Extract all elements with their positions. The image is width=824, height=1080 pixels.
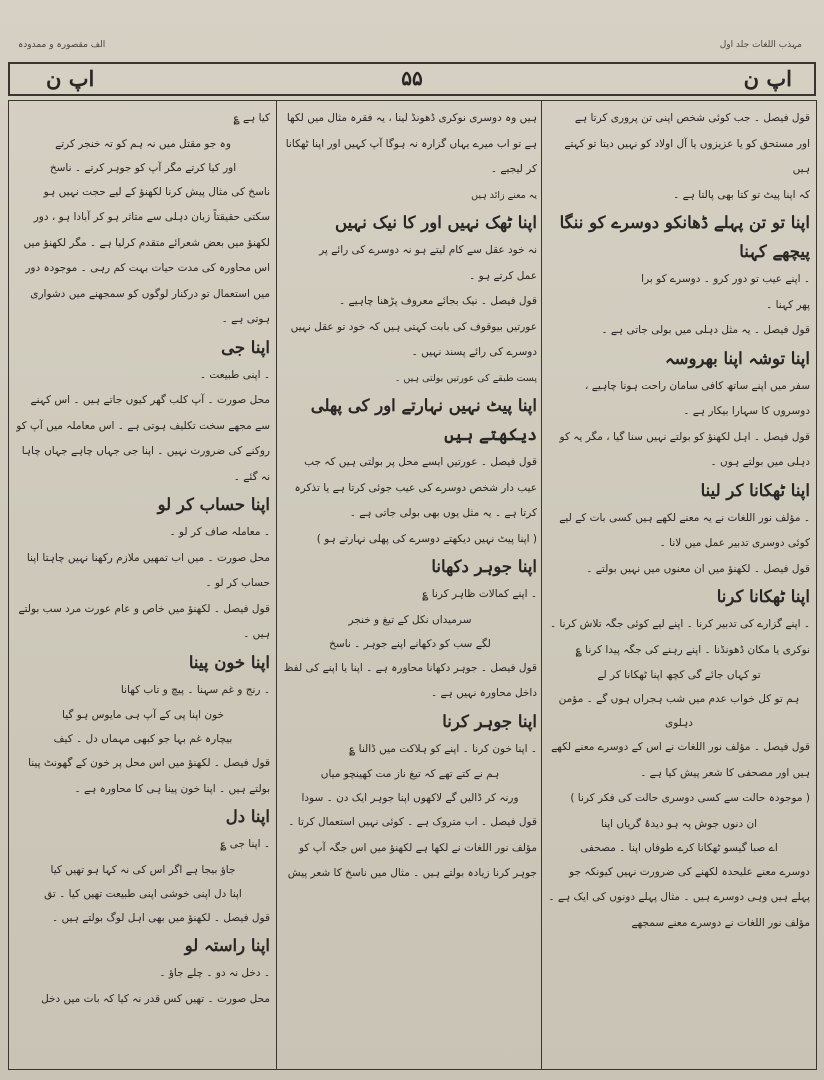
paragraph: ۔ اپنی طبیعت ۔ [199, 368, 270, 381]
header-left-word: اپ ن [46, 66, 95, 91]
header-right-word: اپ ن [743, 66, 792, 91]
headword: اپنا خون پینا [188, 652, 270, 672]
verse-line: اپنا دل اپنی خوشی اپنی طبیعت تھیں کیا ۔ تق [44, 887, 242, 900]
verse-line: تو کہاں جائے گی کچھ اپنا ٹھکانا کر لے [597, 669, 761, 681]
verse-line: جاؤ بیجا ہے اگر اس کی نہ کہا ہو تھیں کیا [50, 863, 236, 876]
note-line: پست طبقے کی عورتیں بولتی ہیں ۔ [394, 372, 537, 384]
paragraph: قول فیصل ۔ اہل لکھنؤ کو بولتے نہیں سنا گیا ، مگر یہ کو دہلی میں بولتے ہوں ۔ [559, 430, 810, 468]
paragraph: قول فیصل ۔ یہ مثل دہلی میں بولی جاتی ہے ۔ [601, 324, 810, 336]
paragraph: نہ خود عقل سے کام لیتے ہو نہ دوسرے کی رائے پر [319, 244, 537, 256]
paragraph: ( موجودہ حالت سے کسی دوسری حالت کی فکر کرنا ) [570, 792, 810, 804]
headword: اپنا جوہر کرنا [442, 711, 537, 731]
paragraph: قول فیصل ۔ اب متروک ہے ۔ کوئی نہیں استعمال کرتا ۔ مؤلف نور اللغات نے لکھا ہے لکھنؤ میں اس جگہ آپ کو جوہر کرنا زیادہ بولتے ہیں ۔ مثال میں ناسخ کا شعر پیش [287, 816, 537, 879]
paragraph: ۔ معاملہ صاف کر لو ۔ [169, 526, 270, 538]
paragraph: ( اپنا پیٹ نہیں دیکھتے دوسرے کی پھلی نہارتے ہو ) [316, 532, 537, 545]
verse-line: اور کیا کرتے مگر آپ کو جوہر کرتے ۔ ناسخ [49, 161, 237, 174]
verse-line: خون اپنا پی کے آپ ہی مایوس ہو گیا [62, 709, 224, 721]
headword: اپنا ٹھکانا کرنا [716, 587, 810, 606]
verse-line: سرمیداں نکل کے تیغ و خنجر [348, 613, 472, 626]
paragraph: ۔ اپنے عیب تو دور کرو ۔ دوسرے کو برا [641, 273, 810, 285]
paragraph: ۔ مؤلف نور اللغات نے یہ معنے لکھے ہیں کسی بات کے لیے کوئی دوسری تدبیر عمل میں لانا ۔ [559, 511, 810, 549]
paragraph: محل صورت ۔ آپ کلب گھر کیوں جاتے ہیں ۔ اس کہنے سے مجھے سخت تکلیف ہوتی ہے ۔ اس معاملہ میں آپ کو روکنے کی ضرورت نہیں ۔ اپنا جی جہاں چاہے جہاں چاہا نہ گئے ۔ [16, 394, 270, 483]
paragraph: قول فیصل ۔ جب کوئی شخص اپنی تن پروری کرتا ہے [574, 112, 810, 124]
paragraph: پھر کہنا ۔ [766, 298, 810, 311]
paragraph: ناسخ کی مثال پیش کرنا لکھنؤ کے لیے حجت نہیں ہو سکتی حقیقتاً زبان دہلی سے متاثر ہو کر آبادا ہو ، دور لکھنؤ میں بعض شعرائے متقدم کرلیا ہے ۔ مگر لکھنؤ میں اس محاورہ کی مدت حیات بہت کم رہی ۔ موجودہ دور میں استعمال تو درکنار لوگوں کو سمجھنے میں دشواری ہوتی ہے ۔ [23, 185, 270, 325]
headword: اپنا جوہر دکھانا [431, 557, 537, 576]
paragraph: محل صورت ۔ تھیں کس قدر نہ کیا کہ بات میں دخل [41, 992, 270, 1005]
verse-line: ان دنوں جوش پہ ہو دیدۂ گریاں اپنا [600, 817, 758, 830]
headword: اپنا تو تن پہلے ڈھانکو دوسرے کو ننگا [559, 213, 810, 232]
paragraph: کہ اپنا پیٹ تو کتا بھی پالتا ہے ۔ [673, 188, 810, 201]
verse-line: ہم تو کل خواب عدم میں شب ہجراں ہوں گے ۔ مؤمن دہلوی [558, 693, 800, 729]
running-head-right: مہذب اللغات جلد اول [719, 40, 802, 50]
paragraph: ۔ اپنا جی ؏ [220, 838, 270, 850]
headword: اپنا توشہ اپنا بھروسہ [665, 348, 810, 368]
headword: اپنا پیٹ نہیں نہارتے اور کی پھلی [310, 396, 537, 415]
paragraph: قول فیصل ۔ نیک بجائے معروف پڑھنا چاہیے ۔ [338, 295, 537, 307]
page-number: ۵۵ [401, 66, 423, 90]
verse-line: ورنہ کر ڈالیں گے لاکھوں اپنا جوہر ایک دن ۔ سودا [301, 792, 519, 804]
paragraph: قول فیصل ۔ لکھنؤ میں خاص و عام عورت مرد سب بولتے ہیں ۔ [18, 602, 270, 640]
headword: اپنا ٹھک نہیں اور کا نیک نہیں [335, 213, 537, 232]
headword: اپنا حساب کر لو [157, 495, 270, 514]
paragraph: ۔ اپنے کمالات ظاہر کرنا ؏ [422, 588, 537, 600]
paragraph: قول فیصل ۔ جوہر دکھانا محاورہ ہے ۔ اپنا یا اپنے کی لفظ داخل محاورہ نہیں ہے ۔ [283, 661, 537, 699]
paragraph: سفر میں اپنے ساتھ کافی سامان راحت ہونا چاہیے ، دوسروں کا سہارا بیکار ہے ۔ [585, 379, 810, 417]
paragraph: قول فیصل ۔ لکھنؤ میں بھی اہل لوگ بولتے ہیں ۔ [52, 911, 270, 924]
paragraph: ہے تو اب میرے یہاں گزارہ نہ ہوگا آپ کہیں اور اپنا ٹھکانا [285, 137, 537, 150]
paragraph: ۔ اپنا خون کرنا ۔ اپنے کو ہلاکت میں ڈالنا ؏ [349, 742, 537, 755]
paragraph: قول فیصل ۔ لکھنؤ میں ان معنوں میں نہیں بولتے ۔ [586, 562, 810, 575]
column-left [16, 106, 270, 1061]
column-middle [283, 106, 537, 1061]
paragraph: ۔ دخل نہ دو ۔ چلے جاؤ ۔ [159, 967, 270, 979]
note-line: یہ معنے زائد ہیں [471, 189, 537, 201]
running-head-left: الف مقصورہ و ممدودہ [18, 40, 106, 50]
paragraph: قول فیصل ۔ عورتیں ایسے محل پر بولتی ہیں کہ جب عیب دار شخص دوسرے کی عیب جوئی کرتا ہے یا تذکرہ کرتا ہے ۔ یہ مثل یوں بھی بولی جاتی ہے ۔ [294, 456, 537, 519]
paragraph: اور مستحق کو یا عزیزوں یا آل اولاد کو نہیں دیتا تو کہتے ہیں [564, 137, 810, 175]
headword: اپنا راستہ لو [184, 936, 270, 955]
paragraph: قول فیصل ۔ لکھنؤ میں اس محل پر خون کے گھونٹ پینا بولتے ہیں ۔ اپنا خون پینا ہی کا محاورہ ہے ۔ [28, 757, 270, 795]
page-header-box [8, 62, 816, 96]
headword: دیکھتے ہیں [444, 425, 537, 444]
paragraph: ۔ رنج و غم سہنا ۔ پیچ و تاب کھانا [120, 683, 270, 696]
paragraph: قول فیصل ۔ مؤلف نور اللغات نے اس کے دوسرے معنے لکھے ہیں اور مصحفی کا شعر پیش کیا ہے ۔ [551, 741, 810, 779]
column-right [548, 106, 810, 1061]
verse-line: ہم نے کتے تھے کہ تیغ ناز مت کھینچو میاں [320, 768, 500, 780]
paragraph: محل صورت ۔ میں اب تمھیں ملازم رکھنا نہیں چاہتا اپنا حساب کر لو ۔ [26, 551, 270, 589]
verse-line: بیچارہ غم بہا جو کبھی مہماں دل ۔ کیف [53, 733, 233, 745]
paragraph: عورتیں بیوقوف کی بابت کہتی ہیں کہ خود تو عقل نہیں دوسرے کی رائے پسند نہیں ۔ [290, 320, 537, 358]
paragraph: کر لیجیے ۔ [490, 163, 537, 175]
headword: اپنا جی [221, 337, 270, 357]
verse-line: وہ جو مقتل میں نہ ہم کو تہ خنجر کرتے [55, 137, 231, 150]
paragraph: دوسرے معنے علیحدہ لکھنے کی ضرورت نہیں کیونکہ جو پہلے ہیں وہی دوسرے ہیں ۔ مثال پہلے دونوں کی ایک ہے ۔ مؤلف نور اللغات نے دوسرے معنے سمجھے [548, 865, 810, 929]
headword: اپنا دل [225, 807, 270, 826]
headword: اپنا ٹھکانا کر لینا [700, 480, 810, 500]
paragraph: ۔ اپنے گزارے کی تدبیر کرنا ۔ اپنے لیے کوئی جگہ تلاش کرنا ۔ نوکری یا مکان ڈھونڈنا ۔ اپنے رہنے کی جگہ پیدا کرنا ؏ [549, 618, 810, 656]
paragraph: ہیں وہ دوسری نوکری ڈھونڈ لینا ، یہ فقرہ مثال میں لکھا [286, 112, 537, 124]
paragraph: کیا ہے ؏ [233, 112, 270, 124]
headword: پیچھے کہنا [739, 242, 810, 261]
verse-line: لگے سب کو دکھانے اپنے جوہر ۔ ناسخ [329, 637, 491, 650]
paragraph: عمل کرتے ہو ۔ [469, 269, 537, 282]
verse-line: اے صبا گیسو ٹھکانا کرے طوفاں اپنا ۔ مصحفی [580, 841, 778, 854]
